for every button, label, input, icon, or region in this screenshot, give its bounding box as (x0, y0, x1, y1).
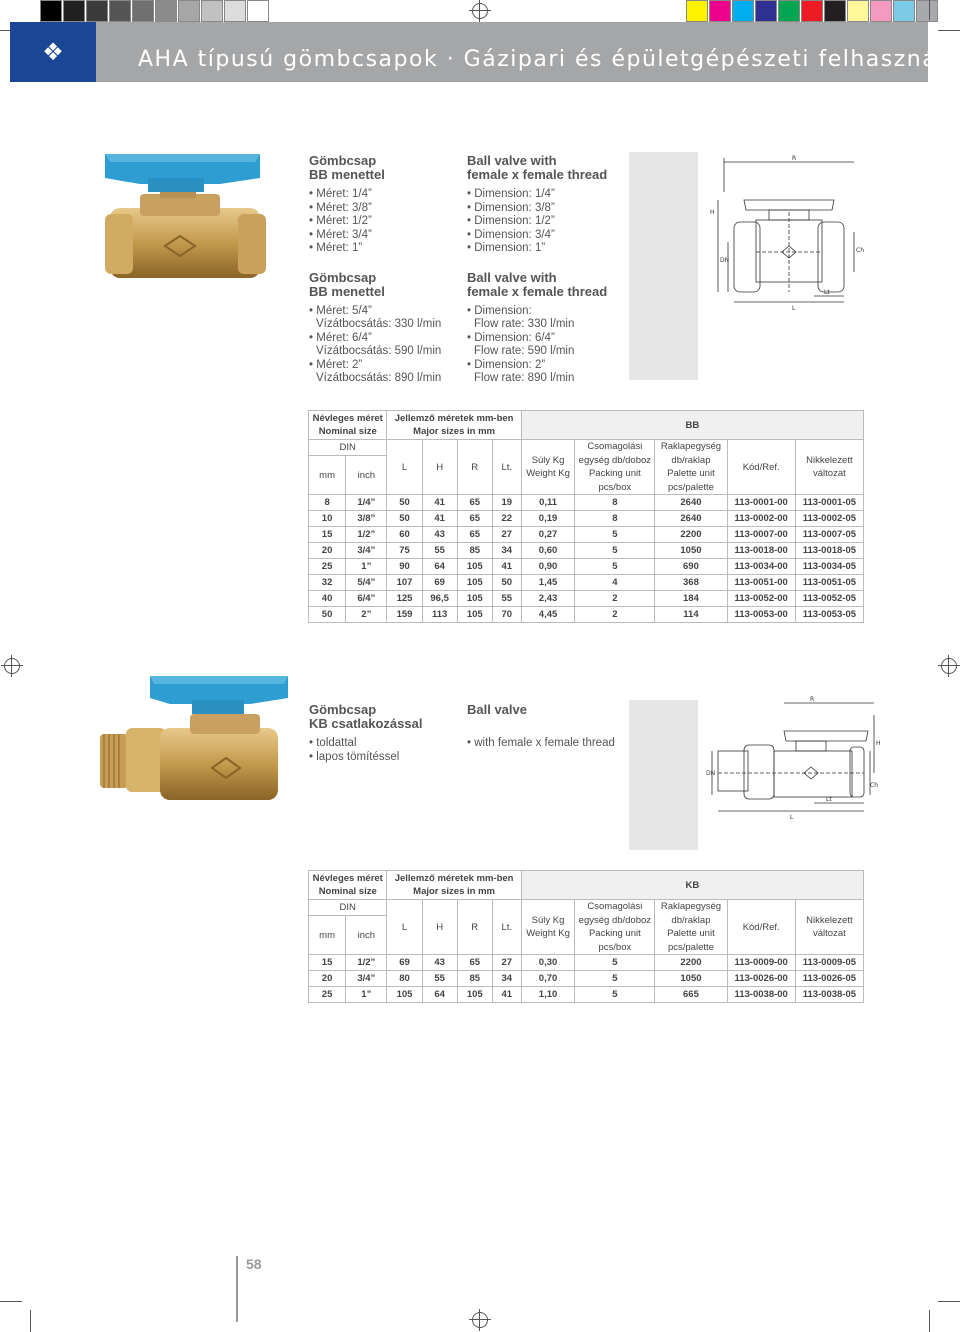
table-cell: 3/4” (346, 543, 387, 559)
registration-mark-left (4, 658, 20, 674)
table-cell: 113 (422, 607, 457, 623)
header-line: Packing unit (588, 468, 641, 479)
header-r: R (457, 440, 492, 495)
table-cell: 55 (422, 543, 457, 559)
header-line: pcs/palette (667, 481, 714, 493)
table-cell: 0,90 (521, 559, 575, 575)
table-cell: 90 (387, 559, 422, 575)
list-item: • lapos tömítéssel (309, 751, 459, 765)
table-cell: 1050 (655, 971, 727, 987)
section2-hu-list (309, 737, 459, 764)
table-cell: 690 (655, 559, 727, 575)
table-cell: 32 (309, 575, 346, 591)
header-line: db/raklap (671, 914, 711, 926)
header-line: Packing unit (588, 928, 641, 939)
header-palette (655, 900, 727, 955)
table-row (309, 987, 864, 1003)
table-cell: 34 (492, 971, 521, 987)
table-cell: 1,10 (521, 987, 575, 1003)
list-item-detail: Vízátbocsátás: 890 l/min (316, 372, 442, 384)
header-line: egység db/doboz (578, 914, 652, 926)
table-cell: 2 (575, 591, 655, 607)
table-row (309, 575, 864, 591)
table-cell: 3/8” (346, 511, 387, 527)
color-swatch-bar (686, 0, 939, 22)
table-header-row (309, 411, 864, 440)
table-cell: 55 (422, 971, 457, 987)
table-cell: 8 (309, 495, 346, 511)
header-line: Weight Kg (526, 468, 570, 479)
table-cell: 69 (387, 955, 422, 971)
table-cell: 113-0026-00 (727, 971, 795, 987)
table-row (309, 971, 864, 987)
table-cell: 5 (575, 955, 655, 971)
table-cell: 25 (309, 559, 346, 575)
table-cell: 50 (492, 575, 521, 591)
page-title: AHA típusú gömbcsapok · Gázipari és épületgépészeti felhasználás (138, 47, 973, 72)
dim-label-r: R (792, 155, 797, 162)
table-cell: 5/4” (346, 575, 387, 591)
table-cell: 65 (457, 511, 492, 527)
spec-table-bb (308, 410, 864, 623)
grey-panel (629, 700, 698, 850)
dim-label-ch: Ch (856, 247, 864, 254)
table-cell: 113-0051-00 (727, 575, 795, 591)
table-cell: 105 (457, 607, 492, 623)
table-cell: 20 (309, 971, 346, 987)
table-cell: 6/4” (346, 591, 387, 607)
table-cell: 65 (457, 495, 492, 511)
header-line: Csomagolási (587, 901, 643, 912)
header-major-sizes (387, 411, 521, 440)
header-line: db/raklap (671, 454, 711, 466)
header-line: Nominal size (318, 426, 377, 437)
table-cell: 40 (309, 591, 346, 607)
table-cell: 43 (422, 955, 457, 971)
registration-mark-top (472, 3, 488, 19)
table-cell: 113-0034-00 (727, 559, 795, 575)
list-item: • Dimension: 1” (467, 242, 627, 256)
header-line: Raklapegység (660, 441, 722, 452)
table-cell: 113-0007-05 (795, 527, 863, 543)
dim-label-lt: Lt (826, 796, 832, 803)
table-cell: 368 (655, 575, 727, 591)
list-item-detail: Vízátbocsátás: 590 l/min (316, 345, 442, 357)
table-cell: 1/2” (346, 527, 387, 543)
trim-mark (30, 1310, 31, 1332)
trim-mark (938, 1301, 960, 1302)
dim-label-h: H (876, 740, 881, 747)
table-cell: 113-0038-05 (795, 987, 863, 1003)
color-swatch (178, 0, 200, 22)
table-cell: 113-0018-05 (795, 543, 863, 559)
table-cell: 1050 (655, 543, 727, 559)
table-header-row (309, 871, 864, 900)
table-cell: 4,45 (521, 607, 575, 623)
list-item: • Dimension: (467, 305, 627, 319)
section1-en-title-large: Ball valve with female x female thread (467, 269, 608, 299)
trim-mark (929, 1310, 930, 1332)
header-nickel (795, 440, 863, 495)
header-line: Major sizes in mm (413, 426, 495, 437)
header-nickel (795, 900, 863, 955)
table-cell: 105 (457, 987, 492, 1003)
table-cell: 5 (575, 987, 655, 1003)
registration-mark-right (941, 658, 957, 674)
color-swatch (224, 0, 246, 22)
header-line: Palette unit (667, 928, 715, 939)
ball-valve-kb-photo (100, 672, 290, 804)
header-line: Csomagolási (587, 441, 643, 452)
table-cell: 4 (575, 575, 655, 591)
header-line: változat (813, 468, 846, 479)
table-cell: 113-0038-00 (727, 987, 795, 1003)
header-packing (575, 440, 655, 495)
header-weight (521, 440, 575, 495)
table-cell: 665 (655, 987, 727, 1003)
header-line: egység db/doboz (578, 454, 652, 466)
table-cell: 113-0051-05 (795, 575, 863, 591)
table-cell: 2” (346, 607, 387, 623)
header-line: Jellemző méretek mm-ben (394, 412, 514, 424)
table-cell: 105 (457, 591, 492, 607)
header-line: Palette unit (667, 468, 715, 479)
color-swatch (247, 0, 269, 22)
table-cell: 20 (309, 543, 346, 559)
header-line: Súly Kg (531, 454, 565, 466)
table-row (309, 511, 864, 527)
header-l: L (387, 900, 422, 955)
color-swatch (824, 0, 846, 22)
dim-label-r: R (810, 696, 815, 703)
table-cell: 113-0009-05 (795, 955, 863, 971)
table-cell: 5 (575, 559, 655, 575)
color-swatch (778, 0, 800, 22)
list-item-detail: Flow rate: 330 l/min (474, 318, 575, 330)
table-cell: 113-0052-00 (727, 591, 795, 607)
list-item: • Dimension: 1/2” (467, 215, 627, 229)
list-item-detail: Flow rate: 890 l/min (474, 372, 575, 384)
dim-label-dn: DN (706, 770, 716, 777)
table-cell: 5 (575, 971, 655, 987)
table-cell: 0,11 (521, 495, 575, 511)
trim-mark (938, 30, 960, 31)
table-cell: 0,60 (521, 543, 575, 559)
table-cell: 113-0002-05 (795, 511, 863, 527)
header-packing (575, 900, 655, 955)
list-item: • with female x female thread (467, 737, 627, 751)
diamond-cluster-icon: ❖ (10, 22, 96, 82)
table-cell: 2,43 (521, 591, 575, 607)
header-r: R (457, 900, 492, 955)
section1-en-list (467, 188, 627, 256)
color-swatch (201, 0, 223, 22)
table-cell: 27 (492, 527, 521, 543)
section1-hu-title-large: Gömbcsap BB menettel (309, 269, 385, 299)
dim-label-lt: Lt (824, 289, 830, 296)
header-weight (521, 900, 575, 955)
table-cell: 41 (422, 511, 457, 527)
table-cell: 2200 (655, 527, 727, 543)
table-cell: 1” (346, 559, 387, 575)
header-line: Weight Kg (526, 928, 570, 939)
grayscale-swatch-bar (40, 0, 270, 22)
table-cell: 113-0026-05 (795, 971, 863, 987)
color-swatch (132, 0, 154, 22)
color-swatch (109, 0, 131, 22)
header-din: DIN (309, 440, 387, 456)
color-swatch (755, 0, 777, 22)
table-cell: 1,45 (521, 575, 575, 591)
section1-hu-title: Gömbcsap BB menettel (309, 153, 385, 182)
table-cell: 27 (492, 955, 521, 971)
color-swatch (916, 0, 938, 22)
ball-valve-bb-photo (100, 148, 270, 290)
table-cell: 0,19 (521, 511, 575, 527)
list-item: • Dimension: 3/4” (467, 229, 627, 243)
table-cell: 125 (387, 591, 422, 607)
list-item: • toldattal (309, 737, 459, 751)
list-item: • Méret: 6/4” (309, 332, 459, 346)
table-row (309, 543, 864, 559)
table-cell: 41 (422, 495, 457, 511)
table-cell: 1/4” (346, 495, 387, 511)
ball-valve-bb-drawing (704, 152, 864, 312)
section2-hu-title: Gömbcsap KB csatlakozással (309, 702, 423, 731)
table-cell: 5 (575, 543, 655, 559)
section2-en-list (467, 737, 627, 751)
table-cell: 22 (492, 511, 521, 527)
header-type: BB (521, 411, 863, 440)
color-swatch (847, 0, 869, 22)
table-cell: 113-0052-05 (795, 591, 863, 607)
header-code: Kód/Ref. (727, 900, 795, 955)
header-line: Major sizes in mm (413, 886, 495, 897)
header-major-sizes (387, 871, 521, 900)
table-cell: 69 (422, 575, 457, 591)
table-cell: 10 (309, 511, 346, 527)
table-cell: 113-0053-00 (727, 607, 795, 623)
table-row (309, 559, 864, 575)
section1-en-list-large (467, 305, 627, 386)
header-h: H (422, 440, 457, 495)
header-line: pcs/palette (667, 941, 714, 953)
table-cell: 70 (492, 607, 521, 623)
color-swatch (801, 0, 823, 22)
list-item: • Méret: 3/4” (309, 229, 459, 243)
table-cell: 43 (422, 527, 457, 543)
list-item: • Méret: 1” (309, 242, 459, 256)
table-cell: 184 (655, 591, 727, 607)
color-swatch (86, 0, 108, 22)
table-cell: 1/2” (346, 955, 387, 971)
table-cell: 0,70 (521, 971, 575, 987)
table-cell: 2 (575, 607, 655, 623)
dim-label-ch: Ch (870, 782, 878, 789)
color-swatch (686, 0, 708, 22)
table-cell: 64 (422, 987, 457, 1003)
color-swatch (709, 0, 731, 22)
table-cell: 105 (387, 987, 422, 1003)
header-line: Raklapegység (660, 901, 722, 912)
color-swatch (63, 0, 85, 22)
table-cell: 64 (422, 559, 457, 575)
list-item: • Dimension: 2” (467, 359, 627, 373)
table-cell: 8 (575, 511, 655, 527)
table-cell: 65 (457, 527, 492, 543)
table-row (309, 591, 864, 607)
table-cell: 113-0001-05 (795, 495, 863, 511)
registration-mark-bottom (472, 1312, 488, 1328)
table-cell: 113-0001-00 (727, 495, 795, 511)
color-swatch (732, 0, 754, 22)
table-cell: 113-0007-00 (727, 527, 795, 543)
list-item: • Dimension: 1/4” (467, 188, 627, 202)
table-cell: 114 (655, 607, 727, 623)
dim-label-l: L (790, 814, 794, 821)
list-item: • Dimension: 3/8” (467, 202, 627, 216)
table-cell: 105 (457, 559, 492, 575)
dim-label-dn: DN (720, 257, 730, 264)
table-cell: 75 (387, 543, 422, 559)
table-cell: 55 (492, 591, 521, 607)
header-type: KB (521, 871, 863, 900)
color-swatch (870, 0, 892, 22)
table-cell: 0,27 (521, 527, 575, 543)
table-cell: 2640 (655, 495, 727, 511)
table-cell: 3/4” (346, 971, 387, 987)
table-cell: 0,30 (521, 955, 575, 971)
table-row (309, 527, 864, 543)
list-item-detail: Flow rate: 590 l/min (474, 345, 575, 357)
table-cell: 113-0053-05 (795, 607, 863, 623)
header-lt: Lt. (492, 900, 521, 955)
list-item: • Méret: 1/2” (309, 215, 459, 229)
table-cell: 159 (387, 607, 422, 623)
header-line: Nikkelezett (806, 914, 853, 926)
header-l: L (387, 440, 422, 495)
list-item-detail: Vízátbocsátás: 330 l/min (316, 318, 442, 330)
section1-hu-list-large (309, 305, 459, 386)
table-cell: 25 (309, 987, 346, 1003)
color-swatch (155, 0, 177, 22)
table-cell: 113-0009-00 (727, 955, 795, 971)
header-palette (655, 440, 727, 495)
header-line: Nominal size (318, 886, 377, 897)
header-mm: mm (309, 916, 346, 955)
table-header-row (309, 440, 864, 456)
table-cell: 34 (492, 543, 521, 559)
header-nominal-size (309, 871, 387, 900)
table-cell: 96,5 (422, 591, 457, 607)
header-din: DIN (309, 900, 387, 916)
table-cell: 85 (457, 543, 492, 559)
table-cell: 50 (387, 511, 422, 527)
list-item: • Méret: 1/4” (309, 188, 459, 202)
section2-en-title: Ball valve (467, 702, 527, 717)
table-cell: 50 (309, 607, 346, 623)
grey-panel (629, 152, 698, 380)
list-item: • Méret: 3/8” (309, 202, 459, 216)
table-row (309, 955, 864, 971)
table-cell: 41 (492, 559, 521, 575)
table-cell: 19 (492, 495, 521, 511)
list-item: • Dimension: 6/4” (467, 332, 627, 346)
ball-valve-kb-drawing (704, 695, 880, 821)
section1-hu-list (309, 188, 459, 256)
header-line: Súly Kg (531, 914, 565, 926)
table-header-row (309, 900, 864, 916)
table-cell: 41 (492, 987, 521, 1003)
table-cell: 15 (309, 955, 346, 971)
header-inch: inch (346, 456, 387, 495)
table-cell: 2200 (655, 955, 727, 971)
table-cell: 113-0034-05 (795, 559, 863, 575)
header-line: pcs/box (598, 941, 632, 953)
table-row (309, 495, 864, 511)
list-item: • Méret: 5/4” (309, 305, 459, 319)
header-h: H (422, 900, 457, 955)
table-cell: 113-0018-00 (727, 543, 795, 559)
header-line: Névleges méret (312, 412, 383, 424)
table-cell: 15 (309, 527, 346, 543)
trim-mark (929, 0, 930, 20)
header-lt: Lt. (492, 440, 521, 495)
table-cell: 107 (387, 575, 422, 591)
table-cell: 50 (387, 495, 422, 511)
table-cell: 113-0002-00 (727, 511, 795, 527)
table-cell: 2640 (655, 511, 727, 527)
header-line: pcs/box (598, 481, 632, 493)
spec-table-kb (308, 870, 864, 1003)
table-cell: 5 (575, 527, 655, 543)
color-swatch (40, 0, 62, 22)
table-cell: 80 (387, 971, 422, 987)
list-item: • Méret: 2” (309, 359, 459, 373)
section1-en-title: Ball valve with female x female thread (467, 153, 608, 182)
page-number: 58 (246, 1256, 262, 1272)
header-inch: inch (346, 916, 387, 955)
table-cell: 60 (387, 527, 422, 543)
header-mm: mm (309, 456, 346, 495)
table-cell: 105 (457, 575, 492, 591)
dim-label-l: L (792, 305, 796, 312)
table-cell: 8 (575, 495, 655, 511)
header-code: Kód/Ref. (727, 440, 795, 495)
header-line: Nikkelezett (806, 454, 853, 466)
trim-mark (0, 1301, 22, 1302)
header-nominal-size (309, 411, 387, 440)
header-line: változat (813, 928, 846, 939)
dim-label-h: H (710, 209, 715, 216)
header-line: Névleges méret (312, 872, 383, 884)
table-cell: 85 (457, 971, 492, 987)
page-number-rule (236, 1256, 238, 1322)
table-cell: 65 (457, 955, 492, 971)
table-cell: 1” (346, 987, 387, 1003)
header-line: Jellemző méretek mm-ben (394, 872, 514, 884)
table-row (309, 607, 864, 623)
color-swatch (893, 0, 915, 22)
